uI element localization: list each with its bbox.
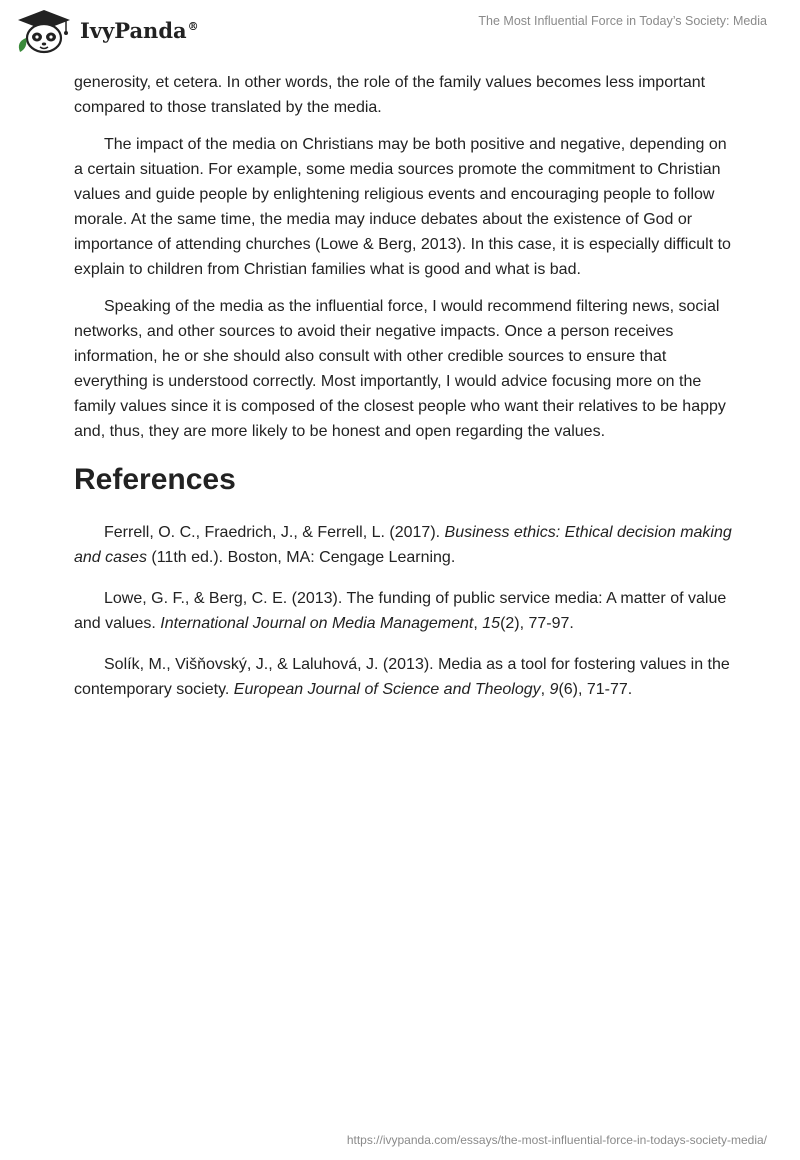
document-title: The Most Influential Force in Today’s Society: Media	[478, 14, 767, 28]
source-url-link[interactable]: https://ivypanda.com/essays/the-most-influential-force-in-todays-society-media/	[346, 1133, 767, 1147]
reference-item: Lowe, G. F., & Berg, C. E. (2013). The funding of public service media: A matter of value and values. International Journal on Media Management, 15(2), 77-97.	[74, 590, 727, 632]
ivypanda-logo-icon[interactable]	[14, 8, 74, 56]
paragraph: generosity, et cetera. In other words, the role of the family values becomes less important compared to those translated by the media.	[74, 74, 706, 116]
essay-body	[74, 70, 734, 718]
paragraph: The impact of the media on Christians may be both positive and negative, depending on a certain situation. For example, some media sources promote the commitment to Christian values and guide people by enlightening religious events and encouraging people to follow morale. At the same time, the media may induce debates about the existence of God or importance of attending churches (Lowe & Berg, 2013). In this case, it is especially difficult to explain to children from Christian families what is good and what is bad.	[74, 136, 731, 278]
reference-item: Ferrell, O. C., Fraedrich, J., & Ferrell, L. (2017). Business ethics: Ethical decision making and cases (11th ed.). Boston, MA: Cengage Learning.	[74, 524, 732, 566]
paragraph: Speaking of the media as the influential force, I would recommend filtering news, social networks, and other sources to avoid their negative impacts. Once a person receives information, he or she should also consult with other credible sources to ensure that everything is understood correctly. Most importantly, I would advice focusing more on the family values since it is composed of the closest people who want their relatives to be happy and, thus, they are more likely to be honest and open regarding the values.	[74, 298, 726, 440]
page-header	[0, 0, 800, 70]
references-heading: References	[74, 463, 236, 496]
reference-item: Solík, M., Višňovský, J., & Laluhová, J. (2013). Media as a tool for fostering values in the contemporary society. European Journal of Science and Theology, 9(6), 71-77.	[74, 656, 730, 698]
brand-name[interactable]: IvyPanda®	[80, 18, 199, 43]
